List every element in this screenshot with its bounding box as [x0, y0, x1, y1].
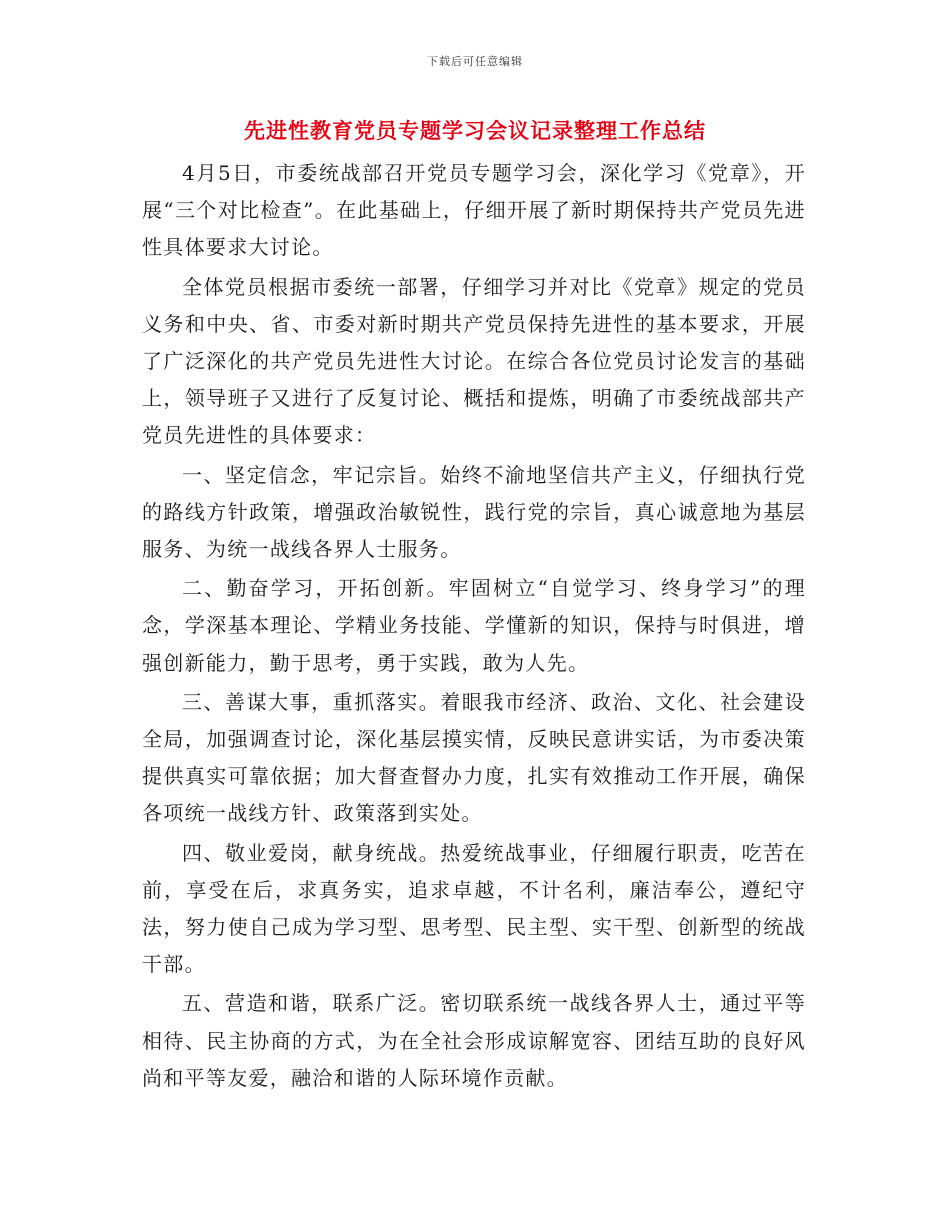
paragraph-requirement-2: 二、勤奋学习，开拓创新。牢固树立“自觉学习、终身学习”的理念，学深基本理论、学精业务技能、学懂新的知识，保持与时俱进，增强创新能力，勤于思考，勇于实践，敢为人先。 — [142, 576, 806, 675]
paragraph-requirement-5: 五、营造和谐，联系广泛。密切联系统一战线各界人士，通过平等相待、民主协商的方式，为在全社会形成谅解宽容、团结互助的良好风尚和平等友爱，融洽和谐的人际环境作贡献。 — [142, 991, 806, 1090]
header-note: 下载后可任意编辑 — [427, 55, 523, 68]
document-title: 先进性教育党员专题学习会议记录整理工作总结 — [244, 118, 706, 143]
document-body — [142, 155, 806, 1099]
paragraph-requirement-4: 四、敬业爱岗，献身统战。热爱统战事业，仔细履行职责，吃苦在前，享受在后，求真务实，追求卓越，不计名利，廉洁奉公，遵纪守法，努力使自己成为学习型、思考型、民主型、实干型、创新型的统战干部。 — [142, 840, 806, 977]
paragraph-requirement-3: 三、善谋大事，重抓落实。着眼我市经济、政治、文化、社会建设全局，加强调查讨论，深化基层摸实情，反映民意讲实话，为市委决策提供真实可靠依据；加大督查督办力度，扎实有效推动工作开展，确保各项统一战线方针、政策落到实处。 — [142, 689, 806, 826]
paragraph-requirement-1: 一、坚定信念，牢记宗旨。始终不渝地坚信共产主义，仔细执行党的路线方针政策，增强政治敏锐性，践行党的宗旨，真心诚意地为基层服务、为统一战线各界人士服务。 — [142, 462, 806, 562]
paragraph-intro: 4月5日，市委统战部召开党员专题学习会，深化学习《党章》，开展“三个对比检查”。在此基础上，仔细开展了新时期保持共产党员先进性具体要求大讨论。 — [142, 161, 806, 260]
paragraph-overview: 全体党员根据市委统一部署，仔细学习并对比《党章》规定的党员义务和中央、省、市委对新时期共产党员保持先进性的基本要求，开展了广泛深化的共产党员先进性大讨论。在综合各位党员讨论发言的基础上，领导班子又进行了反复讨论、概括和提炼，明确了市委统战部共产党员先进性的具体要求： — [142, 274, 806, 448]
